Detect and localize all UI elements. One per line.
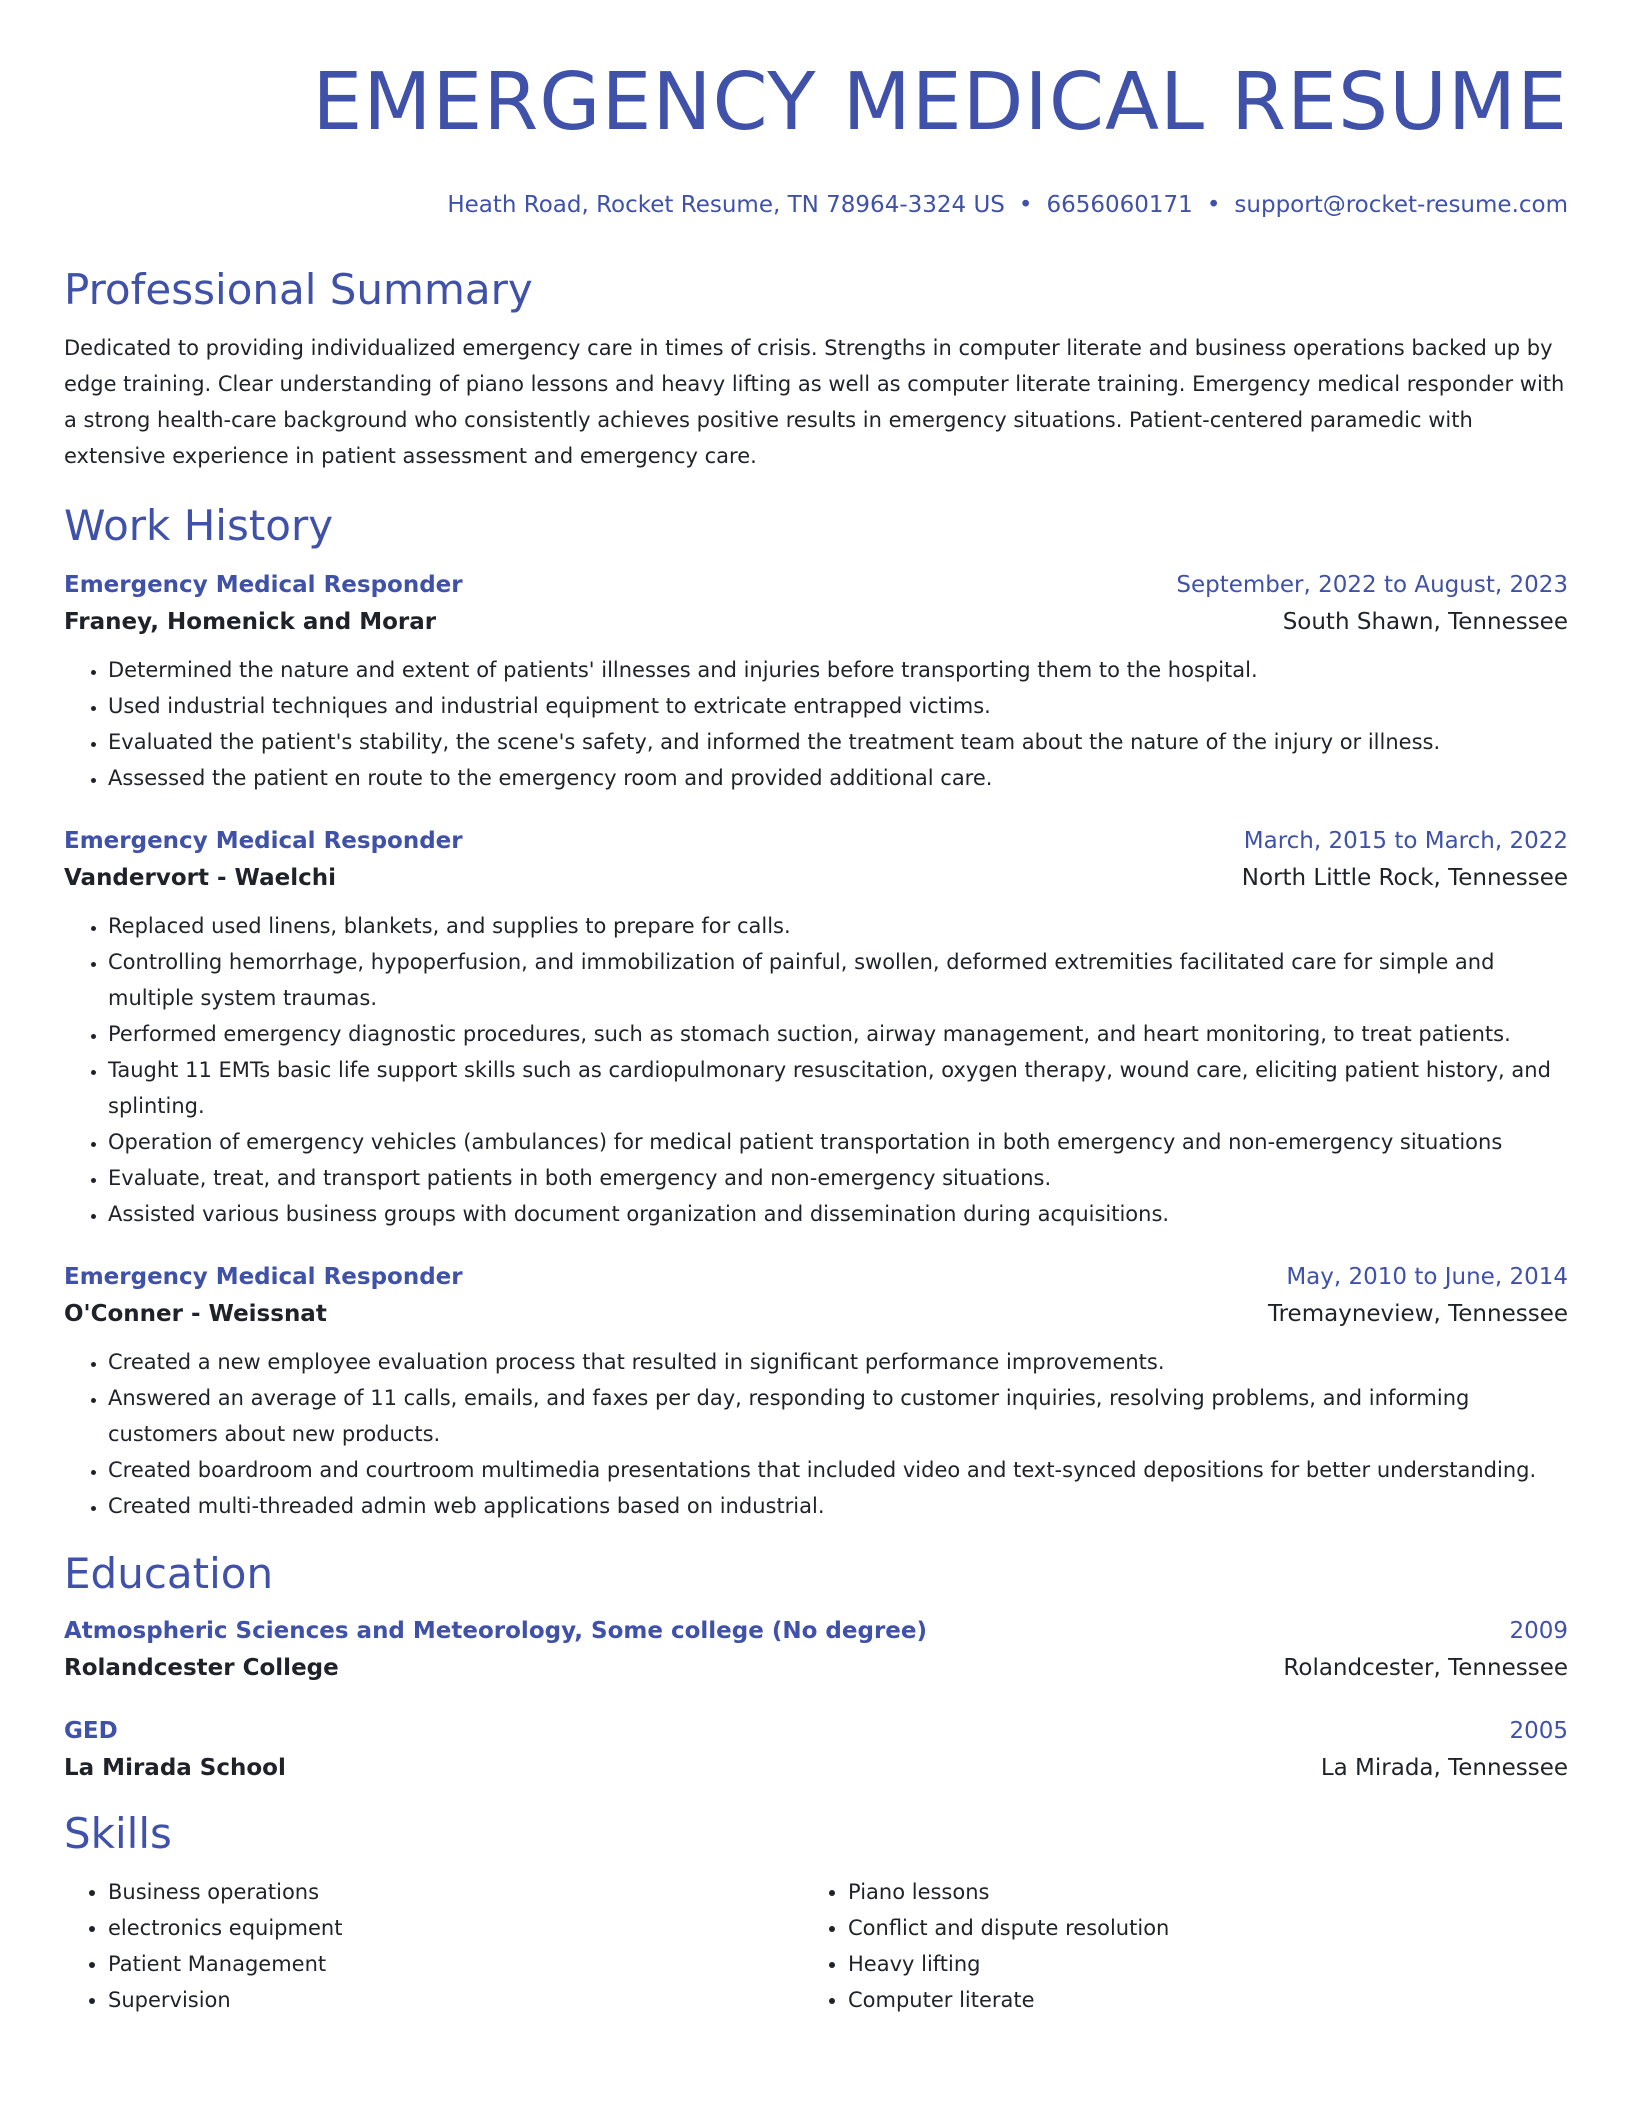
contact-separator: • (1018, 192, 1033, 218)
education-school: La Mirada School (64, 1755, 286, 1781)
job-bullet: • Answered an average of 11 calls, emails, and faxes per day, responding to customer inquiries, resolving problems, and informing customers about new products. (108, 1380, 1568, 1452)
skill-item: • Supervision (108, 1982, 804, 2018)
job-bullet: • Replaced used linens, blankets, and supplies to prepare for calls. (108, 908, 1568, 944)
job-dates: September, 2022 to August, 2023 (1176, 572, 1568, 598)
job-bullet: • Assessed the patient en route to the emergency room and provided additional care. (108, 760, 1568, 796)
summary-section (64, 264, 1568, 474)
job-bullet: • Created a new employee evaluation process that resulted in significant performance improvements. (108, 1344, 1568, 1380)
education-header-row (64, 1616, 1568, 1646)
job-bullet: • Evaluated the patient's stability, the scene's safety, and informed the treatment team about the nature of the injury or illness. (108, 724, 1568, 760)
education-section (64, 1548, 1568, 1786)
work-history-section (64, 500, 1568, 1524)
contact-email: support@rocket-resume.com (1234, 192, 1568, 218)
job-entry (64, 826, 1568, 1232)
job-bullet: • Evaluate, treat, and transport patients in both emergency and non-emergency situations. (108, 1160, 1568, 1196)
job-bullet: • Created multi-threaded admin web applications based on industrial. (108, 1488, 1568, 1524)
job-bullet: • Determined the nature and extent of patients' illnesses and injuries before transporting them to the hospital. (108, 652, 1568, 688)
education-location: Rolandcester, Tennessee (1283, 1655, 1568, 1681)
job-location: Tremayneview, Tennessee (1267, 1301, 1568, 1327)
job-bullet: • Operation of emergency vehicles (ambulances) for medical patient transportation in both emergency and non-emergency situations (108, 1124, 1568, 1160)
job-location: South Shawn, Tennessee (1282, 609, 1568, 635)
skill-item: • Piano lessons (848, 1874, 1544, 1910)
skills-column-right (804, 1874, 1544, 2018)
contact-address: Heath Road, Rocket Resume, TN 78964-3324 US (447, 192, 1005, 218)
contact-separator: • (1206, 192, 1221, 218)
contact-phone: 6656060171 (1046, 192, 1193, 218)
skill-item: • Heavy lifting (848, 1946, 1544, 1982)
job-company: O'Conner - Weissnat (64, 1301, 327, 1327)
education-header-row (64, 1716, 1568, 1746)
job-bullets (64, 908, 1568, 1232)
education-entry (64, 1616, 1568, 1686)
job-bullet: • Created boardroom and courtroom multimedia presentations that included video and text-synced depositions for better understanding. (108, 1452, 1568, 1488)
job-company-row (64, 1292, 1568, 1332)
job-company-row (64, 856, 1568, 896)
job-bullet: • Controlling hemorrhage, hypoperfusion, and immobilization of painful, swollen, deformed extremities facilitated care for simple and multiple system traumas. (108, 944, 1568, 1016)
skills-list-right (804, 1874, 1544, 2018)
job-company: Franey, Homenick and Morar (64, 609, 437, 635)
education-entry (64, 1716, 1568, 1786)
job-dates: March, 2015 to March, 2022 (1243, 828, 1568, 854)
job-entry (64, 570, 1568, 796)
job-header-row (64, 826, 1568, 856)
work-history-heading: Work History (64, 501, 334, 550)
skills-column-left (64, 1874, 804, 2018)
skills-section (64, 1808, 1568, 2018)
job-title: Emergency Medical Responder (64, 1264, 463, 1290)
education-school-row (64, 1646, 1568, 1686)
skills-grid (64, 1874, 1568, 2018)
job-bullet: • Performed emergency diagnostic procedures, such as stomach suction, airway management, and heart monitoring, to treat patients. (108, 1016, 1568, 1052)
skills-list-left (64, 1874, 804, 2018)
education-year: 2009 (1509, 1618, 1568, 1644)
education-year: 2005 (1509, 1718, 1568, 1744)
summary-text: Dedicated to providing individualized emergency care in times of crisis. Strengths in computer literate and business operations backed up by edge training. Clear understanding of piano lessons and heavy lifting as well as computer literate training. Emergency medical responder with a strong health-care background who consistently achieves positive results in emergency situations. Patient-centered paramedic with extensive experience in patient assessment and emergency care. (64, 336, 1565, 468)
education-heading: Education (64, 1549, 274, 1598)
education-school: Rolandcester College (64, 1655, 339, 1681)
job-header-row (64, 570, 1568, 600)
job-company-row (64, 600, 1568, 640)
skill-item: • Conflict and dispute resolution (848, 1910, 1544, 1946)
job-bullets (64, 652, 1568, 796)
education-degree: GED (64, 1718, 118, 1744)
summary-heading: Professional Summary (64, 265, 533, 314)
job-title: Emergency Medical Responder (64, 572, 463, 598)
skill-item: • Computer literate (848, 1982, 1544, 2018)
skill-item: • Patient Management (108, 1946, 804, 1982)
job-title: Emergency Medical Responder (64, 828, 463, 854)
job-company: Vandervort - Waelchi (64, 865, 336, 891)
job-dates: May, 2010 to June, 2014 (1286, 1264, 1568, 1290)
job-entry (64, 1262, 1568, 1524)
job-header-row (64, 1262, 1568, 1292)
job-bullet: • Taught 11 EMTs basic life support skills such as cardiopulmonary resuscitation, oxygen therapy, wound care, eliciting patient history, and splinting. (108, 1052, 1568, 1124)
job-bullet: • Used industrial techniques and industrial equipment to extricate entrapped victims. (108, 688, 1568, 724)
education-location: La Mirada, Tennessee (1320, 1755, 1568, 1781)
job-bullet: • Assisted various business groups with document organization and dissemination during acquisitions. (108, 1196, 1568, 1232)
education-degree: Atmospheric Sciences and Meteorology, Some college (No degree) (64, 1618, 927, 1644)
resume-title: EMERGENCY MEDICAL RESUME (312, 56, 1568, 148)
contact-line (64, 190, 1568, 220)
job-bullets (64, 1344, 1568, 1524)
resume-header (64, 0, 1568, 220)
skills-heading: Skills (64, 1809, 172, 1858)
skill-item: • electronics equipment (108, 1910, 804, 1946)
job-location: North Little Rock, Tennessee (1241, 865, 1568, 891)
skill-item: • Business operations (108, 1874, 804, 1910)
education-school-row (64, 1746, 1568, 1786)
